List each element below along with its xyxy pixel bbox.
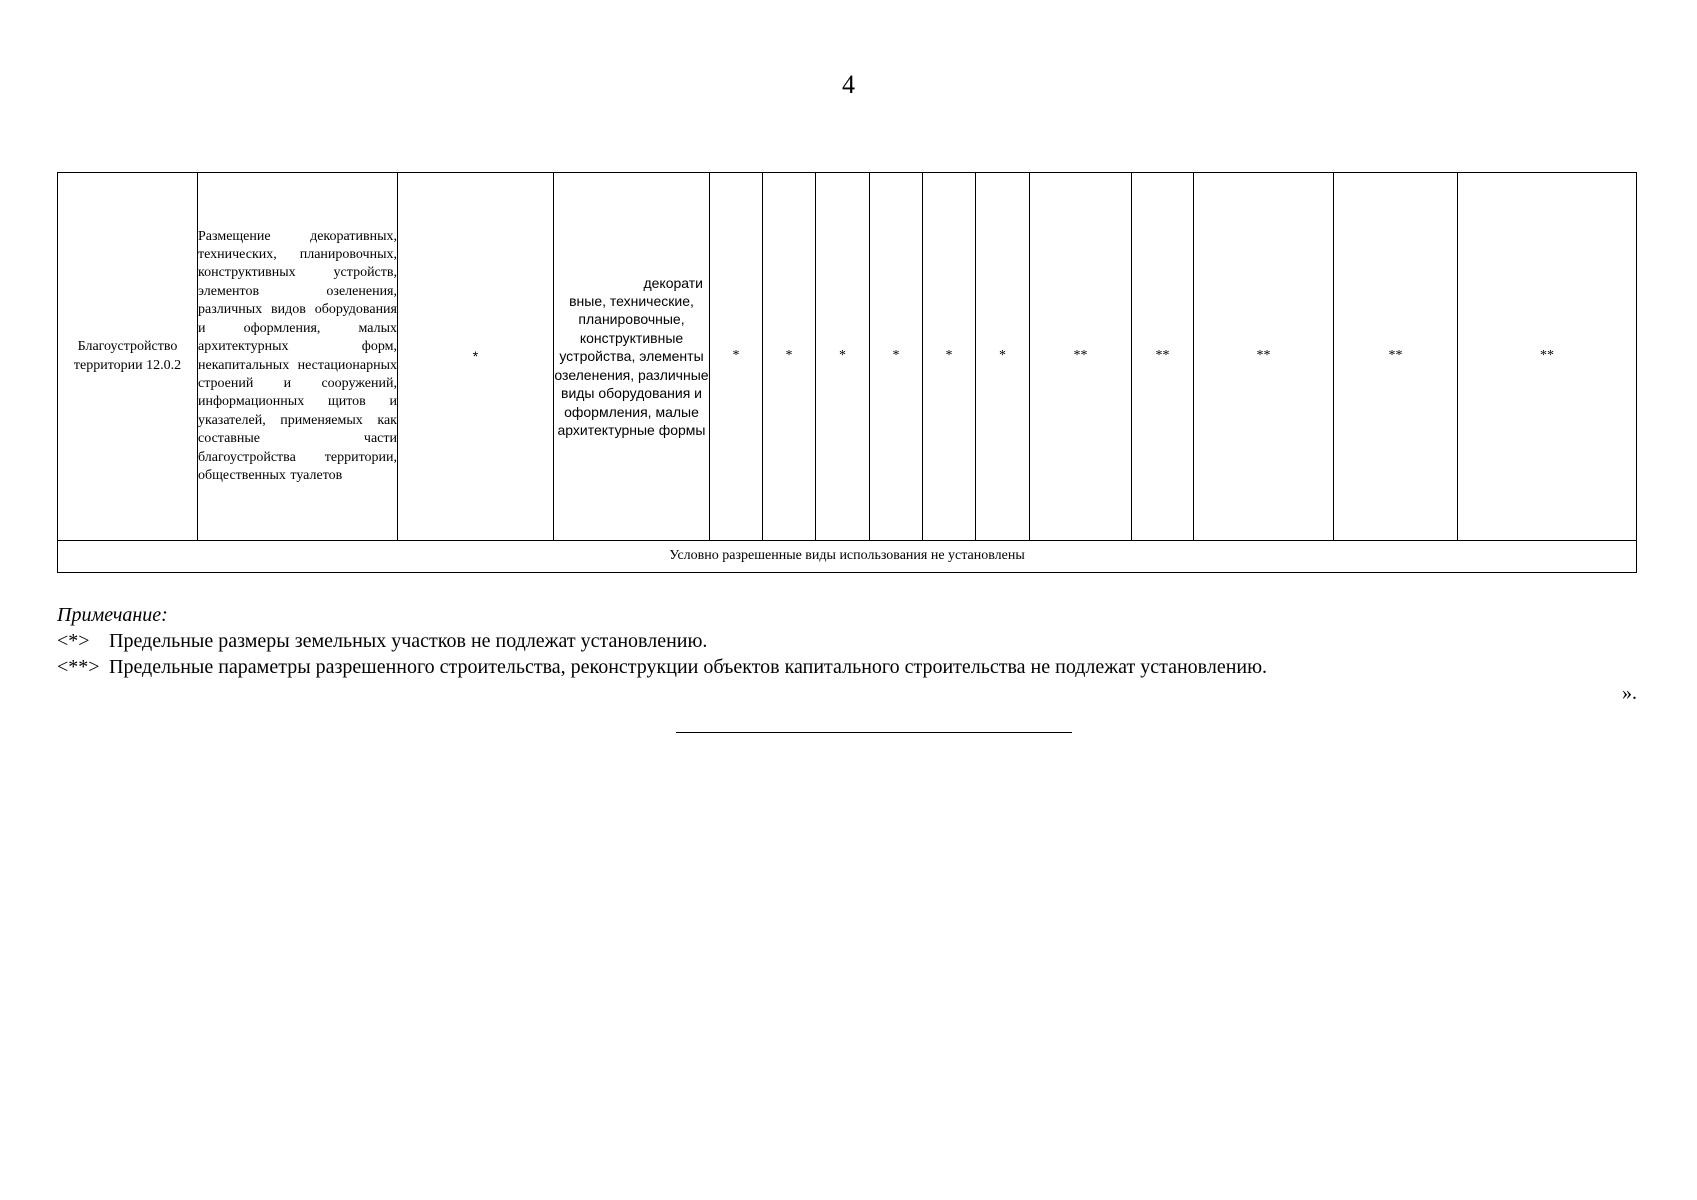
note-item xyxy=(57,628,1637,654)
params-cell xyxy=(554,173,710,541)
plot-size-mark: * xyxy=(472,348,479,365)
params-text-first: декорати xyxy=(643,274,703,291)
mark-cell: ** xyxy=(1194,173,1334,541)
mark-cell: * xyxy=(923,173,976,541)
note-text: Предельные параметры разрешенного строительства, реконструкции объектов капитального строительства не подлежат установлению. xyxy=(109,656,1268,678)
page-number: 4 xyxy=(842,70,855,99)
note-text: Предельные размеры земельных участков не подлежат установлению. xyxy=(109,630,708,652)
table-row-conditional xyxy=(58,541,1637,573)
mark-cell: * xyxy=(816,173,870,541)
mark-cell: ** xyxy=(1030,173,1132,541)
conditional-use-cell: Условно разрешенные виды использования не установлены xyxy=(58,541,1637,573)
mark-cell: * xyxy=(763,173,816,541)
note-marker: <**> xyxy=(57,656,100,678)
mark-cell: ** xyxy=(1132,173,1194,541)
notes-title: Примечание: xyxy=(57,604,168,626)
use-description-text: Размещение декоративных, технических, планировочных, конструктивных устройств, элементов озеленения, различных видов оборудования и оформления, малых архитектурных форм, некапитальных нестационарных строений и сооружений, информационных щитов и указателей, применяемых как составные части благоустройства территории, общественных туалетов xyxy=(198,228,397,483)
params-text-rest: вные, технические, планировочные, конструктивные устройства, элементы озеленения, различные виды оборудования и оформления, малые архитектурные формы xyxy=(554,293,709,438)
note-item xyxy=(57,654,1637,680)
table-row xyxy=(58,173,1637,541)
mark-cell: * xyxy=(976,173,1030,541)
closing-quote: ». xyxy=(1622,682,1637,704)
use-type-cell xyxy=(58,173,198,541)
mark-cell: ** xyxy=(1458,173,1637,541)
land-use-table xyxy=(57,172,1637,573)
use-description-cell xyxy=(198,173,398,541)
mark-cell: * xyxy=(870,173,923,541)
plot-size-cell xyxy=(398,173,554,541)
use-type-name: Благоустройство территории 12.0.2 xyxy=(73,339,182,373)
note-marker: <*> xyxy=(57,630,90,652)
end-divider-line xyxy=(676,732,1072,733)
mark-cell: * xyxy=(710,173,763,541)
mark-cell: ** xyxy=(1334,173,1458,541)
notes-section xyxy=(57,602,1637,680)
